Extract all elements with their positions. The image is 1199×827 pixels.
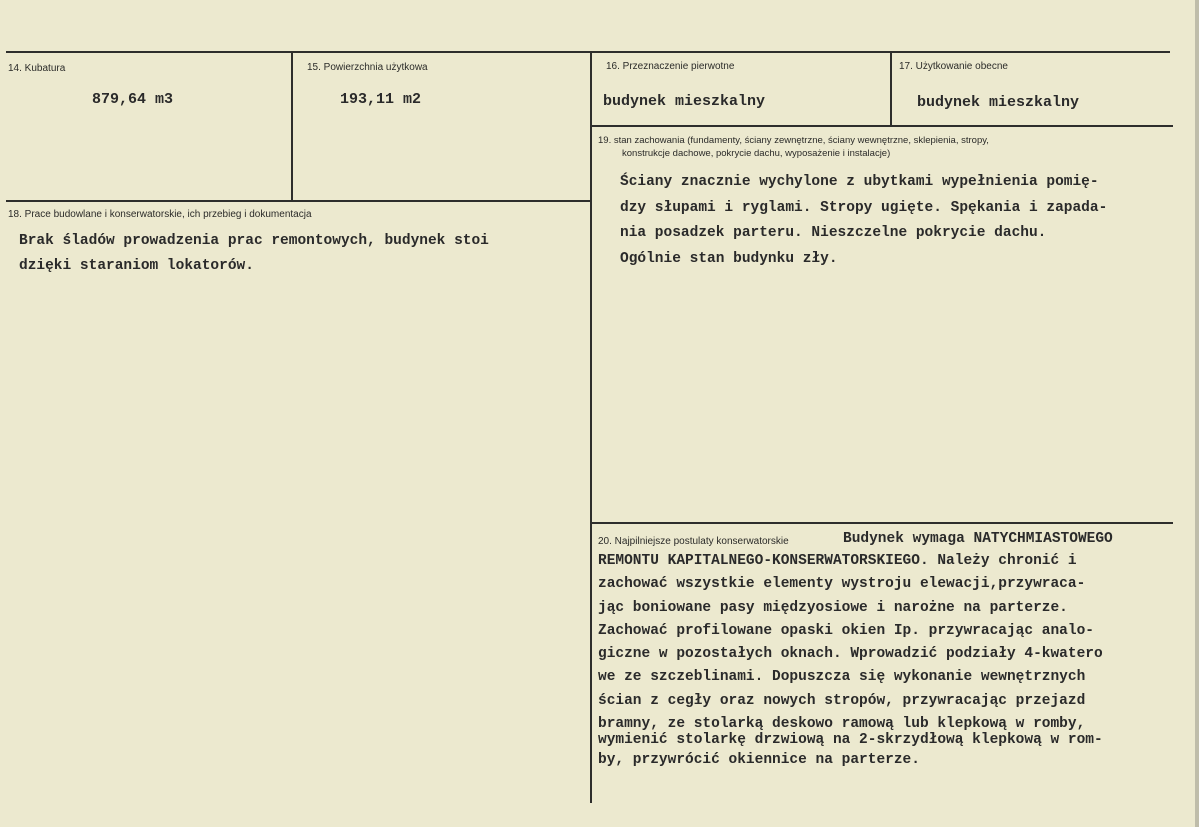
- field-14-value: 879,64 m3: [92, 91, 174, 108]
- field-19-line: nia posadzek parteru. Nieszczelne pokrycie dachu.: [620, 225, 1047, 241]
- field-19-label: [598, 134, 989, 160]
- field-20-first-line: Budynek wymaga NATYCHMIASTOWEGO: [843, 531, 1113, 547]
- field-14-label: 14. Kubatura: [8, 63, 66, 74]
- rule-under-17: [592, 125, 1173, 127]
- field-18-line: Brak śladów prowadzenia prac remontowych, budynek stoi: [19, 233, 489, 249]
- rule-under-14-15: [6, 200, 592, 202]
- field-20-line: Zachować profilowane opaski okien Ip. przywracając analo-: [598, 622, 1094, 639]
- divider-15-16: [590, 53, 592, 803]
- field-19-label-line: 19. stan zachowania (fundamenty, ściany zewnętrzne, ściany wewnętrzne, sklepienia, stropy,: [598, 135, 989, 146]
- field-20-line: REMONTU KAPITALNEGO-KONSERWATORSKIEGO. Należy chronić i: [598, 553, 1077, 569]
- field-20-line: giczne w pozostałych oknach. Wprowadzić podziały 4-kwatero: [598, 646, 1103, 663]
- field-20-label: 20. Najpilniejsze postulaty konserwatorskie: [598, 536, 789, 547]
- field-20-text: [598, 550, 1103, 772]
- field-17-value: budynek mieszkalny: [917, 94, 1080, 111]
- rule-above-20: [592, 522, 1173, 524]
- field-20-line: ścian z cegły oraz nowych stropów, przywracając przejazd: [598, 692, 1086, 709]
- field-19-line: Ściany znacznie wychylone z ubytkami wypełnienia pomię-: [620, 174, 1099, 190]
- field-18-text: [19, 229, 489, 279]
- field-15-label: 15. Powierzchnia użytkowa: [307, 62, 428, 73]
- field-20-line: bramny, ze stolarką deskowo ramową lub klepkową w romby,: [598, 716, 1086, 733]
- field-20-line: we ze szczeblinami. Dopuszcza się wykonanie wewnętrznych: [598, 669, 1086, 686]
- field-17-label: 17. Użytkowanie obecne: [899, 61, 1008, 72]
- top-rule: [6, 51, 1170, 53]
- field-20-line: by, przywrócić okiennice na parterze.: [598, 751, 920, 768]
- field-16-value: budynek mieszkalny: [603, 93, 766, 110]
- field-15-value: 193,11 m2: [340, 91, 422, 108]
- field-19-line: dzy słupami i ryglami. Stropy ugięte. Spękania i zapada-: [620, 199, 1108, 216]
- field-18-label: 18. Prace budowlane i konserwatorskie, ich przebieg i dokumentacja: [8, 209, 312, 220]
- divider-16-17: [890, 53, 892, 126]
- field-19-line: Ogólnie stan budynku zły.: [620, 250, 838, 267]
- field-20-line: jąc boniowane pasy międzyosiowe i narożne na parterze.: [598, 599, 1068, 616]
- field-20-line: zachować wszystkie elementy wystroju elewacji,przywraca-: [598, 576, 1086, 593]
- field-19-text: [620, 170, 1107, 272]
- scan-right-edge: [1195, 0, 1199, 827]
- field-19-label-line: konstrukcje dachowe, pokrycie dachu, wyposażenie i instalacje): [622, 148, 891, 159]
- divider-14-15: [291, 53, 293, 201]
- field-20-line: wymienić stolarkę drzwiową na 2-skrzydłową klepkową w rom-: [598, 732, 1103, 749]
- field-16-label: 16. Przeznaczenie pierwotne: [606, 61, 735, 72]
- field-18-line: dzięki staraniom lokatorów.: [19, 258, 254, 274]
